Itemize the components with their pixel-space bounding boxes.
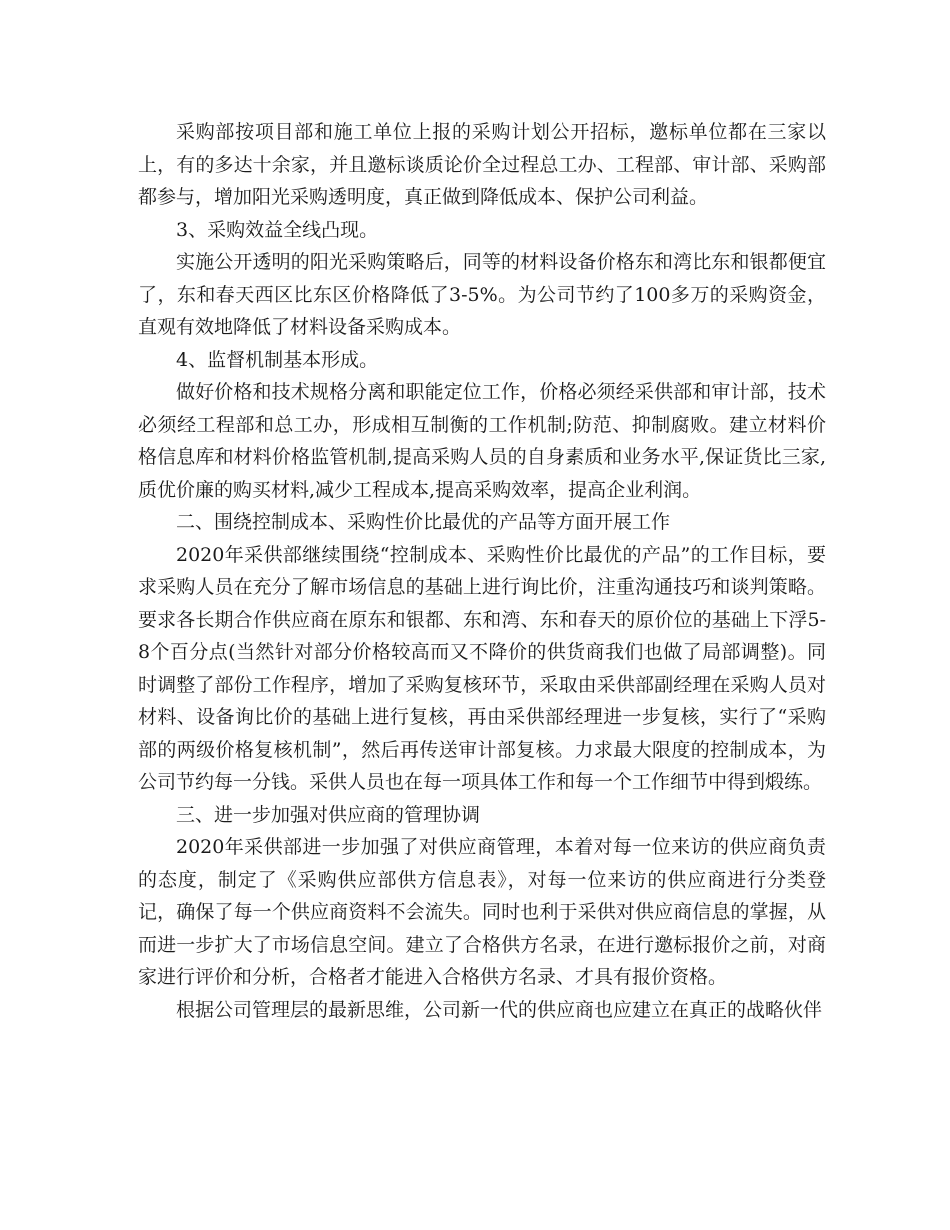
paragraph-cost-savings: 实施公开透明的阳光采购策略后，同等的材料设备价格东和湾比东和银都便宜了，东和春天西区比东区价格降低了3-5%。为公司节约了100多万的采购资金，直观有效地降低了材料设备采购成本。 — [138, 251, 826, 338]
heading-procurement-benefits: 3、采购效益全线凸现。 — [176, 218, 379, 241]
paragraph-open-bidding: 采购部按项目部和施工单位上报的采购计划公开招标，邀标单位都在三家以上，有的多达十余家，并且邀标谈质论价全过程总工办、工程部、审计部、采购部都参与，增加阳光采购透明度，真正做到降低成本、保护公司利益。 — [138, 121, 826, 208]
paragraph-strategic-partners: 根据公司管理层的最新思维，公司新一代的供应商也应建立在真正的战略伙伴 — [176, 998, 823, 1021]
paragraph-cost-control-2020: 2020年采供部继续围绕“控制成本、采购性价比最优的产品”的工作目标，要求采购人员在充分了解市场信息的基础上进行询比价，注重沟通技巧和谈判策略。要求各长期合作供应商在原东和银都、东和湾、东和春天的原价位的基础上下浮5-8个百分点(当然针对部分价格较高而又不降价的供货商我们也做了局部调整)。同时调整了部份工作程序，增加了采购复核环节，采取由采供部副经理在采购人员对材料、设备询比价的基础上进行复核，再由采供部经理进一步复核，实行了“采购部的两级价格复核机制”，然后再传送审计部复核。力求最大限度的控制成本，为公司节约每一分钱。采供人员也在每一项具体工作和每一个工作细节中得到煅练。 — [138, 543, 826, 793]
heading-supervision-mechanism: 4、监督机制基本形成。 — [176, 348, 379, 371]
section-heading-supplier-management: 三、进一步加强对供应商的管理协调 — [176, 803, 481, 826]
document-body — [138, 116, 826, 1026]
paragraph-price-separation: 做好价格和技术规格分离和职能定位工作，价格必须经采供部和审计部，技术必须经工程部和总工办，形成相互制衡的工作机制;防范、抑制腐败。建立材料价格信息库和材料价格监管机制,提高采购人员的自身素质和业务水平,保证货比三家,质优价廉的购买材料,减少工程成本,提高采购效率，提高企业利润。 — [138, 381, 826, 501]
paragraph-supplier-management-2020: 2020年采供部进一步加强了对供应商管理，本着对每一位来访的供应商负责的态度，制定了《采购供应部供方信息表》，对每一位来访的供应商进行分类登记，确保了每一个供应商资料不会流失。同时也利于采供对供应商信息的掌握，从而进一步扩大了市场信息空间。建立了合格供方名录，在进行邀标报价之前，对商家进行评价和分析，合格者才能进入合格供方名录、才具有报价资格。 — [138, 836, 826, 988]
section-heading-cost-control: 二、围绕控制成本、采购性价比最优的产品等方面开展工作 — [176, 511, 671, 533]
